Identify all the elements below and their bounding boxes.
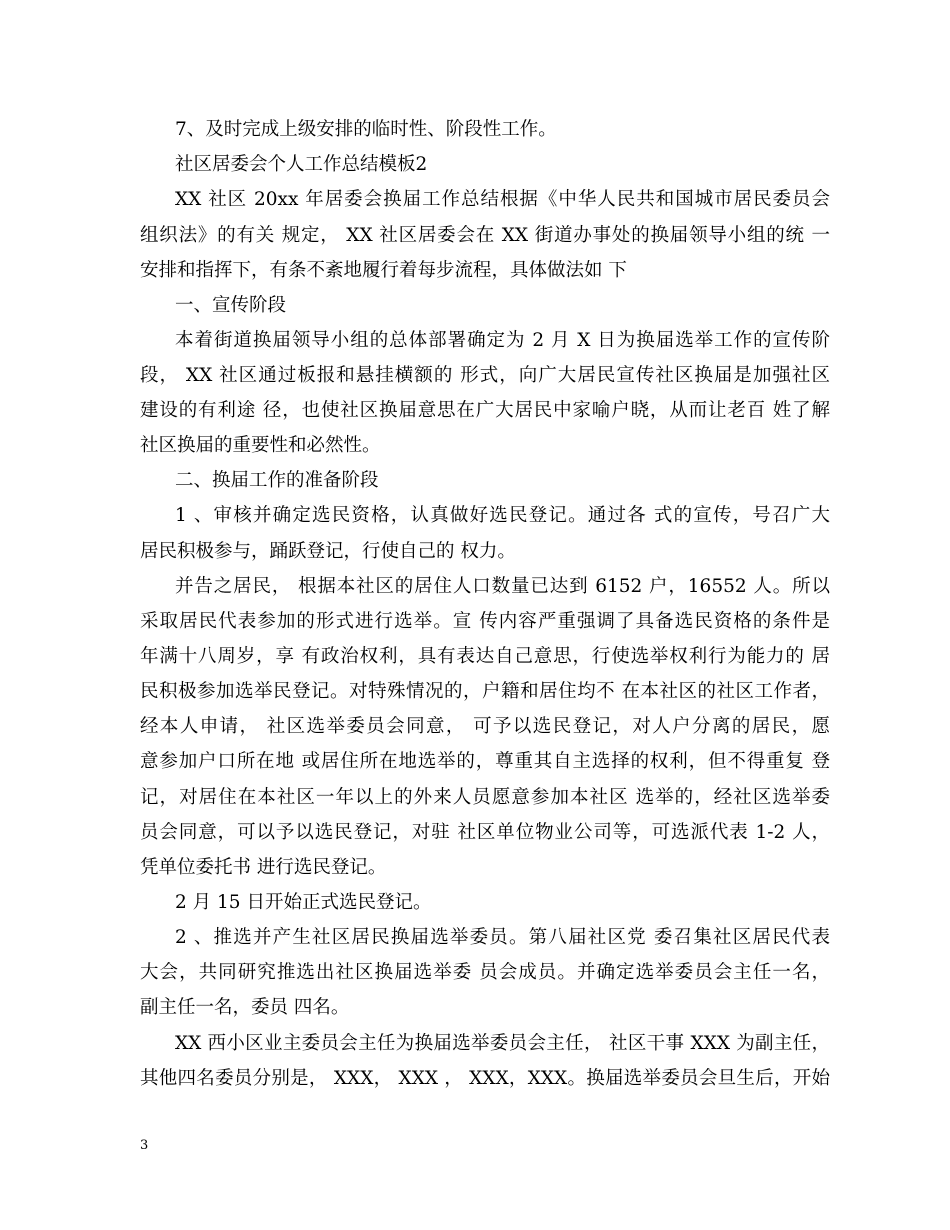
text-line: 段， XX 社区通过板报和悬挂横额的 形式，向广大居民宣传社区换届是加强社区 bbox=[140, 365, 830, 386]
text-line: 记，对居住在本社区一年以上的外来人员愿意参加本社区 选举的，经社区选举委 bbox=[140, 787, 830, 808]
text-line: 居民积极参与，踊跃登记，行使自己的 权力。 bbox=[140, 541, 516, 562]
text-line: XX 西小区业主委员会主任为换届选举委员会主任， 社区干事 XXX 为副主任， bbox=[175, 1033, 830, 1054]
text-line: 本着街道换届领导小组的总体部署确定为 2 月 X 日为换届选举工作的宣传阶 bbox=[175, 330, 830, 351]
text-line: 组织法》的有关 规定， XX 社区居委会在 XX 街道办事处的换届领导小组的统 一 bbox=[140, 225, 830, 246]
text-line: 安排和指挥下，有条不紊地履行着每步流程，具体做法如 下 bbox=[140, 260, 627, 281]
text-line: 员会同意，可以予以选民登记，对驻 社区单位物业公司等，可选派代表 1-2 人， bbox=[140, 822, 830, 843]
text-line: 意参加户口所在地 或居住所在地选举的，尊重其自主选择的权利，但不得重复 登 bbox=[140, 751, 830, 772]
text-line: 副主任一名，委员 四名。 bbox=[140, 997, 350, 1018]
heading: 一、宣传阶段 bbox=[175, 295, 287, 316]
text-line: 采取居民代表参加的形式进行选举。宣 传内容严重强调了具备选民资格的条件是 bbox=[140, 611, 830, 632]
text-line: 大会，共同研究推选出社区换届选举委 员会成员。并确定选举委员会主任一名， bbox=[140, 962, 830, 983]
section-title: 社区居委会个人工作总结模板2 bbox=[175, 154, 428, 175]
text-line: 2 月 15 日开始正式选民登记。 bbox=[175, 892, 432, 913]
text-line: 并告之居民， 根据本社区的居住人口数量已达到 6152 户，16552 人。所以 bbox=[175, 576, 830, 597]
heading: 二、换届工作的准备阶段 bbox=[175, 470, 379, 491]
text-line: 1 、审核并确定选民资格，认真做好选民登记。通过各 式的宣传，号召广大 bbox=[175, 505, 830, 526]
page-number: 3 bbox=[140, 1138, 149, 1153]
text-line: XX 社区 20xx 年居委会换届工作总结根据《中华人民共和国城市居民委员会 bbox=[175, 189, 830, 210]
text-line: 建设的有利途 径，也使社区换届意思在广大居民中家喻户晓，从而让老百 姓了解 bbox=[140, 400, 830, 421]
text-line: 民积极参加选举民登记。对特殊情况的，户籍和居住均不 在本社区的社区工作者， bbox=[140, 681, 830, 702]
text-line: 年满十八周岁，享 有政治权利，具有表达自己意思，行使选举权利行为能力的 居 bbox=[140, 646, 830, 667]
text-line: 凭单位委托书 进行选民登记。 bbox=[140, 857, 387, 878]
text-line: 其他四名委员分别是， XXX， XXX ， XXX，XXX。换届选举委员会旦生后，开始 bbox=[140, 1068, 830, 1089]
text-line: 经本人申请， 社区选举委员会同意， 可予以选民登记，对人户分离的居民，愿 bbox=[140, 716, 830, 737]
text-line: 7、及时完成上级安排的临时性、阶段性工作。 bbox=[175, 119, 557, 140]
text-line: 社区换届的重要性和必然性。 bbox=[140, 435, 381, 456]
text-line: 2 、推选并产生社区居民换届选举委员。第八届社区党 委召集社区居民代表 bbox=[175, 927, 830, 948]
